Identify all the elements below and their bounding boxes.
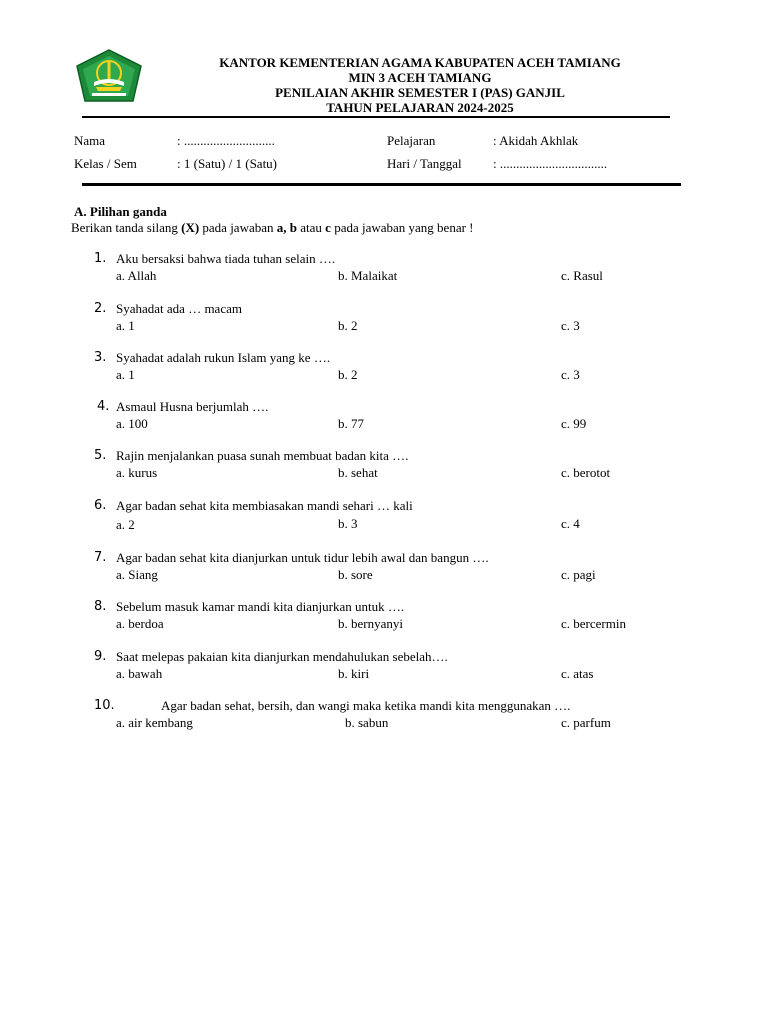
option-b[interactable]: b. Malaikat: [338, 268, 398, 283]
option-a[interactable]: a. 1: [116, 318, 135, 333]
option-b[interactable]: b. kiri: [338, 666, 370, 681]
option-a[interactable]: a. Allah: [116, 268, 157, 283]
option-c[interactable]: c. 3: [561, 367, 580, 382]
option-c[interactable]: c. atas: [561, 666, 594, 681]
option-b[interactable]: b. sore: [338, 567, 373, 582]
question-number: 6.: [94, 498, 107, 513]
identity-divider: [82, 183, 681, 186]
question-text: Asmaul Husna berjumlah ….: [116, 399, 269, 414]
option-a[interactable]: a. 2: [116, 517, 135, 532]
option-a[interactable]: a. kurus: [116, 465, 158, 480]
kemenag-logo: [74, 49, 144, 103]
question-number: 7.: [94, 550, 107, 565]
instruction: Berikan tanda silang (X) pada jawaban a, b atau c pada jawaban yang benar !: [71, 220, 474, 235]
option-b[interactable]: b. 3: [338, 516, 358, 531]
option-c[interactable]: c. berotot: [561, 465, 611, 480]
pelajaran-label: Pelajaran: [387, 133, 436, 148]
question-text: Agar badan sehat, bersih, dan wangi maka ketika mandi kita menggunakan ….: [161, 698, 571, 713]
option-a[interactable]: a. 1: [116, 367, 135, 382]
header-year: TAHUN PELAJARAN 2024-2025: [326, 100, 514, 115]
header-office: KANTOR KEMENTERIAN AGAMA KABUPATEN ACEH TAMIANG: [219, 55, 621, 70]
option-c[interactable]: c. parfum: [561, 715, 611, 730]
option-b[interactable]: b. 2: [338, 367, 358, 382]
option-a[interactable]: a. berdoa: [116, 616, 164, 631]
question-number: 5.: [94, 448, 107, 463]
option-c[interactable]: c. Rasul: [561, 268, 603, 283]
question-text: Syahadat adalah rukun Islam yang ke ….: [116, 350, 331, 365]
option-c[interactable]: c. bercermin: [561, 616, 626, 631]
question-text: Aku bersaksi bahwa tiada tuhan selain ….: [116, 251, 336, 266]
option-a[interactable]: a. air kembang: [116, 715, 193, 730]
option-b[interactable]: b. bernyanyi: [338, 616, 403, 631]
kelas-value: : 1 (Satu) / 1 (Satu): [177, 156, 278, 171]
question-text: Sebelum masuk kamar mandi kita dianjurkan untuk ….: [116, 599, 405, 614]
question-text: Syahadat ada … macam: [116, 301, 242, 316]
option-b[interactable]: b. sehat: [338, 465, 378, 480]
hari-field[interactable]: : .................................: [493, 156, 608, 171]
kelas-label: Kelas / Sem: [74, 156, 137, 171]
option-a[interactable]: a. 100: [116, 416, 148, 431]
question-number: 4.: [97, 399, 110, 414]
question-text: Saat melepas pakaian kita dianjurkan mendahulukan sebelah….: [116, 649, 448, 664]
pelajaran-value: : Akidah Akhlak: [493, 133, 579, 148]
question-text: Agar badan sehat kita dianjurkan untuk tidur lebih awal dan bangun ….: [116, 550, 489, 565]
question-number: 8.: [94, 599, 107, 614]
nama-field[interactable]: : ............................: [177, 133, 275, 148]
option-a[interactable]: a. bawah: [116, 666, 163, 681]
option-c[interactable]: c. pagi: [561, 567, 596, 582]
option-b[interactable]: b. 2: [338, 318, 358, 333]
question-number: 10.: [94, 698, 115, 713]
question-number: 1.: [94, 251, 107, 266]
question-text: Rajin menjalankan puasa sunah membuat badan kita ….: [116, 448, 409, 463]
option-c[interactable]: c. 3: [561, 318, 580, 333]
question-number: 3.: [94, 350, 107, 365]
question-text: Agar badan sehat kita membiasakan mandi sehari … kali: [116, 498, 413, 513]
question-number: 2.: [94, 301, 107, 316]
option-c[interactable]: c. 99: [561, 416, 587, 431]
hari-label: Hari / Tanggal: [387, 156, 462, 171]
question-number: 9.: [94, 649, 107, 664]
section-title: A. Pilihan ganda: [74, 204, 167, 219]
option-b[interactable]: b. sabun: [345, 715, 389, 730]
option-c[interactable]: c. 4: [561, 516, 580, 531]
nama-label: Nama: [74, 133, 106, 148]
header-divider: [82, 116, 670, 118]
option-a[interactable]: a. Siang: [116, 567, 158, 582]
option-b[interactable]: b. 77: [338, 416, 364, 431]
header-exam: PENILAIAN AKHIR SEMESTER I (PAS) GANJIL: [275, 85, 565, 100]
header-school: MIN 3 ACEH TAMIANG: [348, 70, 492, 85]
